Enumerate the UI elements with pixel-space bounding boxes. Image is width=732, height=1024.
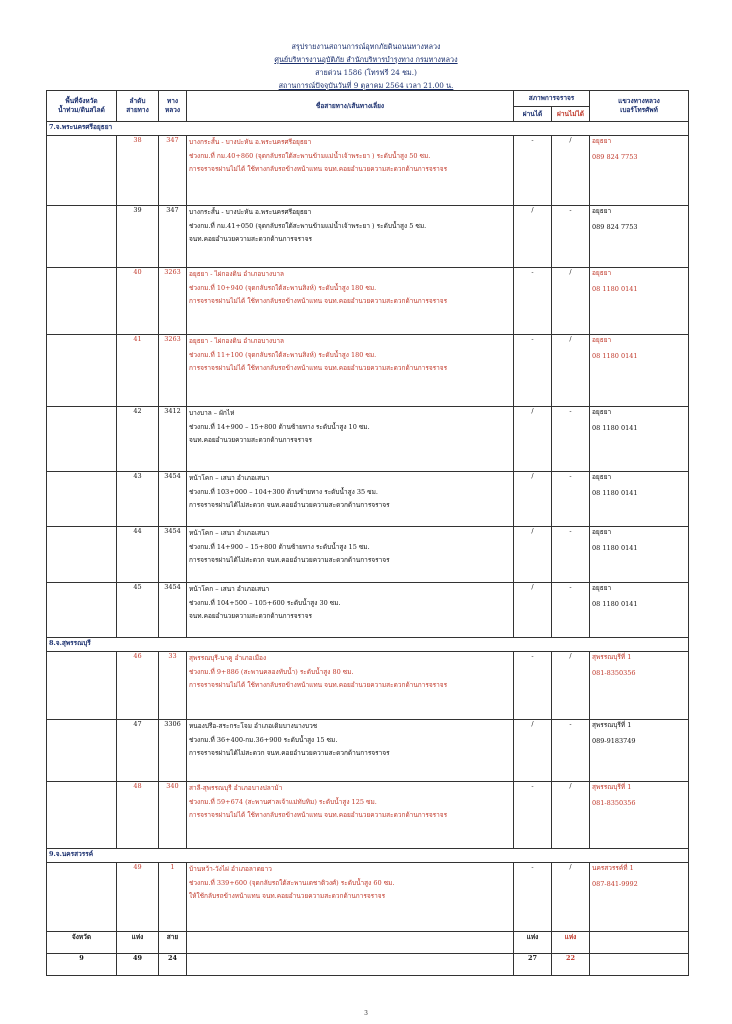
report-header — [0, 40, 732, 92]
route-line: การจราจรผ่านไม่ได้ ใช้ทางกลับรถข้างหน้าแทน จนท.คอยอำนวยความสะดวกด้านการจราจร — [189, 297, 448, 305]
province-label: 7.จ.พระนครศรีอยุธยา — [47, 122, 689, 136]
office-name: อยุธยา — [592, 584, 612, 592]
totals-value-row — [47, 954, 689, 976]
route-info — [187, 472, 514, 527]
hotline: สายด่วน 1586 (โทรฟรี 24 ชม.) — [315, 68, 417, 77]
pass-status: - — [514, 652, 552, 720]
total-pass: 27 — [514, 954, 552, 976]
pass-status: - — [514, 782, 552, 849]
route-number: 347 — [159, 136, 187, 206]
province-label: 9.จ.นครสวรรค์ — [47, 849, 689, 863]
table-row — [47, 863, 689, 932]
col-route: ทาง หลวง — [159, 91, 187, 122]
route-line: หน้าโคก – เสนา อำเภอเสนา — [189, 474, 270, 482]
office-info — [590, 720, 689, 782]
route-line: ช่วงกม.ที่ 103+000 – 104+300 ด้านซ้ายทาง ระดับน้ำสูง 35 ซม. — [189, 487, 378, 496]
table-row — [47, 407, 689, 472]
office-phone: 08 1180 0141 — [592, 352, 638, 360]
route-line: หน้าโคก – เสนา อำเภอเสนา — [189, 585, 270, 593]
route-line: อยุธยา - ไผ่กองดิน อำเภอบางบาล — [189, 270, 284, 278]
pass-status: - — [514, 268, 552, 335]
col-nopass: ผ่านไม่ได้ — [552, 107, 590, 122]
office-phone: 08 1180 0141 — [592, 424, 638, 432]
total-points: 49 — [117, 954, 159, 976]
office-info — [590, 136, 689, 206]
route-number: 3454 — [159, 583, 187, 638]
office-name: อยุธยา — [592, 528, 612, 536]
order-number: 44 — [117, 527, 159, 583]
area-cell — [47, 720, 117, 782]
route-number: 1 — [159, 863, 187, 932]
table-row — [47, 335, 689, 407]
total-nopass: 22 — [552, 954, 590, 976]
col-office: แขวงทางหลวง เบอร์โทรศัพท์ — [590, 91, 689, 122]
route-line: ช่วงกม.ที่ 14+900 – 15+800 ด้านซ้ายทาง ระดับน้ำสูง 10 ซม. — [189, 422, 370, 431]
office-name: อยุธยา — [592, 137, 612, 145]
order-number: 46 — [117, 652, 159, 720]
office-name: สุพรรณบุรีที่ 1 — [592, 721, 632, 729]
route-line: ช่วงกม.ที่ 9+886 (สะพานคลองทับน้ำ) ระดับน้ำสูง 80 ซม. — [189, 667, 354, 676]
total-label-province: จังหวัด — [47, 932, 117, 954]
order-number: 39 — [117, 206, 159, 268]
route-info — [187, 268, 514, 335]
order-number: 43 — [117, 472, 159, 527]
route-line: ช่วงกม.ที่ 36+400-กม.36+900 ระดับน้ำสูง 15 ซม. — [189, 735, 338, 744]
nopass-status: - — [552, 583, 590, 638]
office-phone: 08 1180 0141 — [592, 544, 638, 552]
office-phone: 081-8350356 — [592, 669, 636, 677]
office-info — [590, 206, 689, 268]
nopass-status: / — [552, 268, 590, 335]
area-cell — [47, 652, 117, 720]
office-info — [590, 652, 689, 720]
area-cell — [47, 136, 117, 206]
route-line: ให้ใช้กลับรถข้างหน้าแทน จนท.คอยอำนวยความสะดวกด้านการจราจร — [189, 892, 386, 900]
area-cell — [47, 583, 117, 638]
col-order: ลำดับ สายทาง — [117, 91, 159, 122]
route-line: การจราจรผ่านได้ไม่สะดวก จนท.คอยอำนวยความสะดวกด้านการจราจร — [189, 749, 390, 757]
route-number: 340 — [159, 782, 187, 849]
route-info — [187, 863, 514, 932]
table-row — [47, 583, 689, 638]
pass-status: / — [514, 472, 552, 527]
total-label-nopass: แห่ง — [552, 932, 590, 954]
order-number: 48 — [117, 782, 159, 849]
nopass-status: / — [552, 652, 590, 720]
route-info — [187, 782, 514, 849]
total-label-points: แห่ง — [117, 932, 159, 954]
province-row — [47, 849, 689, 863]
route-line: การจราจรผ่านไม่ได้ ใช้ทางกลับรถข้างหน้าแทน จนท.คอยอำนวยความสะดวกด้านการจราจร — [189, 811, 448, 819]
col-area: พื้นที่จังหวัด น้ำท่วม/ดินสไลด์ — [47, 91, 117, 122]
area-cell — [47, 268, 117, 335]
table-row — [47, 527, 689, 583]
office-info — [590, 782, 689, 849]
route-number: 3263 — [159, 268, 187, 335]
area-cell — [47, 527, 117, 583]
route-info — [187, 136, 514, 206]
route-line: บางบาล – ผักไห่ — [189, 409, 235, 417]
route-info — [187, 407, 514, 472]
nopass-status: / — [552, 782, 590, 849]
route-line: จนท.คอยอำนวยความสะดวกด้านการจราจร — [189, 235, 312, 243]
route-number: 33 — [159, 652, 187, 720]
office-phone: 08 1180 0141 — [592, 600, 638, 608]
route-line: ช่วงกม.ที่ 10+940 (จุดกลับรถใต้สะพานสิงห์) ระดับน้ำสูง 180 ซม. — [189, 283, 377, 292]
report-title: สรุปรายงานสถานการณ์อุทกภัยดินถนนทางหลวง — [291, 42, 441, 51]
office-phone: 08 1180 0141 — [592, 489, 638, 497]
route-number: 3306 — [159, 720, 187, 782]
route-line: ช่วงกม.ที่ 104+500 – 105+600 ระดับน้ำสูง 30 ซม. — [189, 598, 341, 607]
route-line: ช่วงกม.ที่ 339+600 (จุดกลับรถใต้สะพานเดชาติวงศ์) ระดับน้ำสูง 60 ซม. — [189, 878, 395, 887]
office-name: สุพรรณบุรีที่ 1 — [592, 783, 632, 791]
pass-status: / — [514, 407, 552, 472]
route-number: 3263 — [159, 335, 187, 407]
office-phone: 081-8350356 — [592, 799, 636, 807]
office-phone: 089 824 7753 — [592, 153, 638, 161]
route-number: 3454 — [159, 472, 187, 527]
order-number: 41 — [117, 335, 159, 407]
nopass-status: - — [552, 527, 590, 583]
report-agency: ศูนย์บริหารงานอุบัติภัย สำนักบริหารบำรุงทาง กรมทางหลวง — [274, 55, 458, 64]
area-cell — [47, 472, 117, 527]
order-number: 45 — [117, 583, 159, 638]
route-line: การจราจรผ่านไม่ได้ ใช้ทางกลับรถข้างหน้าแทน จนท.คอยอำนวยความสะดวกด้านการจราจร — [189, 165, 448, 173]
col-status: สภาพการจราจร — [514, 91, 590, 107]
office-phone: 08 1180 0141 — [592, 285, 638, 293]
nopass-status: - — [552, 206, 590, 268]
route-line: ช่วงกม.ที่ กม.41+050 (จุดกลับรถใต้สะพานข้ามแม่น้ำเจ้าพระยา ) ระดับน้ำสูง 5 ซม. — [189, 221, 427, 230]
area-cell — [47, 782, 117, 849]
route-line: หน้าโคก – เสนา อำเภอเสนา — [189, 529, 270, 537]
order-number: 38 — [117, 136, 159, 206]
flood-report-table — [46, 90, 689, 976]
route-line: บางกระสั้น - บางปะหัน อ.พระนครศรีอยุธยา — [189, 208, 312, 216]
area-cell — [47, 863, 117, 932]
route-number: 3454 — [159, 527, 187, 583]
nopass-status: / — [552, 863, 590, 932]
route-line: ช่วงกม.ที่ กม.40+860 (จุดกลับรถใต้สะพานข้ามแม่น้ำเจ้าพระยา ) ระดับน้ำสูง 50 ซม. — [189, 151, 431, 160]
office-info — [590, 472, 689, 527]
province-row — [47, 122, 689, 136]
route-info — [187, 652, 514, 720]
office-info — [590, 268, 689, 335]
route-line: จนท.คอยอำนวยความสะดวกด้านการจราจร — [189, 436, 312, 444]
route-info — [187, 206, 514, 268]
table-row — [47, 268, 689, 335]
route-line: บางกระสั้น - บางปะหัน อ.พระนครศรีอยุธยา — [189, 138, 312, 146]
office-name: อยุธยา — [592, 336, 612, 344]
page-number: 3 — [364, 1010, 368, 1017]
province-label: 8.จ.สุพรรณบุรี — [47, 638, 689, 652]
office-phone: 089-9183749 — [592, 737, 636, 745]
route-line: สาลี-สุพรรณบุรี อำเภอบางปลาม้า — [189, 784, 283, 792]
report-body — [47, 122, 689, 932]
total-label-routes: สาย — [159, 932, 187, 954]
nopass-status: - — [552, 407, 590, 472]
table-row — [47, 206, 689, 268]
office-phone: 087-841-9992 — [592, 880, 638, 888]
area-cell — [47, 206, 117, 268]
order-number: 42 — [117, 407, 159, 472]
route-line: อยุธยา - ไผ่กองดิน อำเภอบางบาล — [189, 337, 284, 345]
pass-status: / — [514, 583, 552, 638]
office-info — [590, 527, 689, 583]
table-row — [47, 720, 689, 782]
route-line: ช่วงกม.ที่ 14+900 – 15+800 ด้านซ้ายทาง ระดับน้ำสูง 15 ซม. — [189, 542, 370, 551]
office-name: อยุธยา — [592, 207, 612, 215]
province-row — [47, 638, 689, 652]
office-name: สุพรรณบุรีที่ 1 — [592, 653, 632, 661]
area-cell — [47, 335, 117, 407]
area-cell — [47, 407, 117, 472]
office-info — [590, 335, 689, 407]
nopass-status: - — [552, 720, 590, 782]
route-line: จนท.คอยอำนวยความสะดวกด้านการจราจร — [189, 612, 312, 620]
route-info — [187, 720, 514, 782]
route-line: การจราจรผ่านได้ไม่สะดวก จนท.คอยอำนวยความสะดวกด้านการจราจร — [189, 556, 390, 564]
col-pass: ผ่านได้ — [514, 107, 552, 122]
nopass-status: - — [552, 472, 590, 527]
table-row — [47, 136, 689, 206]
route-info — [187, 527, 514, 583]
pass-status: / — [514, 720, 552, 782]
route-info — [187, 583, 514, 638]
nopass-status: / — [552, 335, 590, 407]
table-row — [47, 652, 689, 720]
table-row — [47, 472, 689, 527]
order-number: 49 — [117, 863, 159, 932]
route-line: บ้านหว้า-วังไผ่ อำเภอลาดยาว — [189, 865, 272, 873]
office-info — [590, 583, 689, 638]
route-info — [187, 335, 514, 407]
table-row — [47, 782, 689, 849]
col-name: ชื่อสายทาง/เส้นทางเลี่ยง — [187, 91, 514, 122]
route-line: การจราจรผ่านได้ไม่สะดวก จนท.คอยอำนวยความสะดวกด้านการจราจร — [189, 501, 390, 509]
route-number: 3412 — [159, 407, 187, 472]
route-line: การจราจรผ่านไม่ได้ ใช้ทางกลับรถข้างหน้าแทน จนท.คอยอำนวยความสะดวกด้านการจราจร — [189, 681, 448, 689]
route-number: 347 — [159, 206, 187, 268]
order-number: 40 — [117, 268, 159, 335]
nopass-status: / — [552, 136, 590, 206]
pass-status: / — [514, 206, 552, 268]
route-line: ช่วงกม.ที่ 59+674 (สะพานศาลเจ้าแม่ทับทิม) ระดับน้ำสูง 125 ซม. — [189, 797, 377, 806]
office-info — [590, 407, 689, 472]
office-name: นครสวรรค์ที่ 1 — [592, 864, 634, 872]
order-number: 47 — [117, 720, 159, 782]
pass-status: - — [514, 335, 552, 407]
pass-status: / — [514, 527, 552, 583]
total-label-pass: แห่ง — [514, 932, 552, 954]
pass-status: - — [514, 136, 552, 206]
office-info — [590, 863, 689, 932]
pass-status: - — [514, 863, 552, 932]
office-name: อยุธยา — [592, 269, 612, 277]
office-name: อยุธยา — [592, 408, 612, 416]
office-name: อยุธยา — [592, 473, 612, 481]
route-line: สุพรรณบุรี-นาคู อำเภอเมือง — [189, 654, 267, 662]
report-datetime: สถานการณ์ปัจจุบันวันที่ 9 ตุลาคม 2564 เวลา 21.00 น. — [278, 81, 454, 90]
route-line: หนองปรือ-สระกระโจม อำเภอเดิมบางนางบวช — [189, 722, 318, 730]
totals-label-row — [47, 932, 689, 954]
route-line: ช่วงกม.ที่ 11+100 (จุดกลับรถใต้สะพานสิงห์) ระดับน้ำสูง 180 ซม. — [189, 350, 377, 359]
route-line: การจราจรผ่านไม่ได้ ใช้ทางกลับรถข้างหน้าแทน จนท.คอยอำนวยความสะดวกด้านการจราจร — [189, 364, 448, 372]
total-routes: 24 — [159, 954, 187, 976]
office-phone: 089 824 7753 — [592, 223, 638, 231]
total-province: 9 — [47, 954, 117, 976]
